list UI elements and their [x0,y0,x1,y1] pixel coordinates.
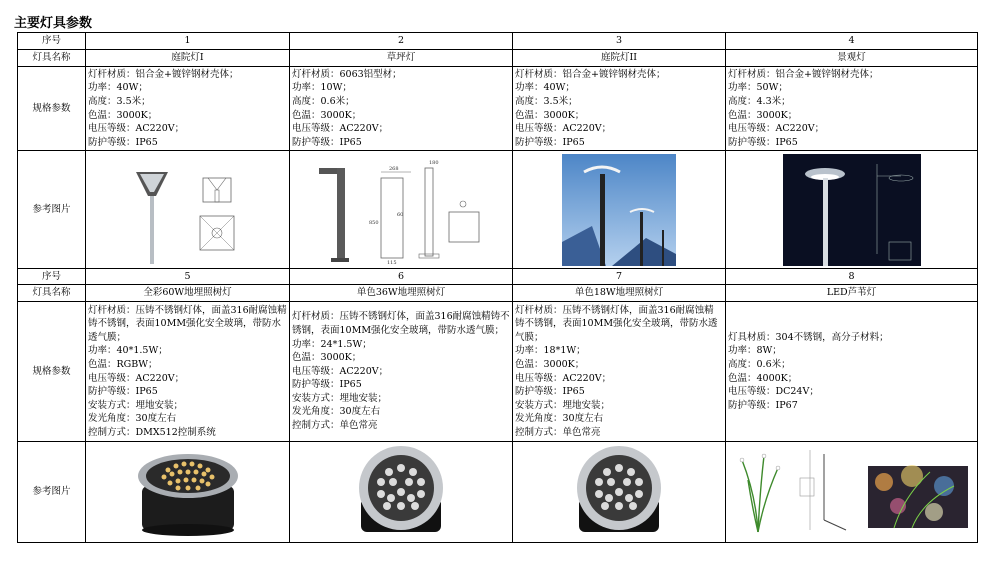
image-cell-1 [86,151,290,269]
lawn-lamp-image [301,154,501,266]
spec-cell-4: 灯杆材质：铝合金+镀锌钢材壳体； 功率：50W； 高度：4.3米； 色温：3000K； 电压等级：AC220V； 防护等级：IP65 [726,67,978,151]
table-row [18,33,978,50]
name-cell-4: 景观灯 [726,50,978,67]
label-image-2: 参考图片 [18,442,86,543]
reed-light-photo [734,446,970,538]
label-name: 灯具名称 [18,50,86,67]
dim-label-115: 115 [387,259,397,266]
seq-cell-4: 4 [726,33,978,50]
label-spec: 规格参数 [18,67,86,151]
spec-cell-3: 灯杆材质：铝合金+镀锌钢材壳体； 功率：40W； 高度：3.5米； 色温：3000K； 电压等级：AC220V； 防护等级：IP65 [513,67,726,151]
name-cell-2: 草坪灯 [290,50,513,67]
inground-light-36w-photo [351,446,451,538]
label-name-2: 灯具名称 [18,285,86,302]
spec-cell-1: 灯杆材质：铝合金+镀锌钢材壳体； 功率：40W； 高度：3.5米； 色温：3000K； 电压等级：AC220V； 防护等级：IP65 [86,67,290,151]
image-cell-2 [290,151,513,269]
image-cell-7 [513,442,726,543]
table-row [18,442,978,543]
spec-cell-2: 灯杆材质：6063铝型材； 功率：10W； 高度：0.6米； 色温：3000K； 电压等级：AC220V； 防护等级：IP65 [290,67,513,151]
image-cell-3 [513,151,726,269]
table-row [18,151,978,269]
table-row [18,67,978,151]
table-row [18,285,978,302]
landscape-lamp-photo [783,154,921,266]
table-row [18,269,978,285]
spec-cell-5: 灯杆材质：压铸不锈钢灯体，面盖316耐腐蚀精铸不锈钢，表面10MM强化安全玻璃，带防水透气膜； 功率：40*1.5W； 色温：RGBW； 电压等级：AC220V； 防护等级：IP65 安装方式：埋地安装； 发光角度：30度左右 控制方式：DMX512控制系统 [86,302,290,442]
label-spec-2: 规格参数 [18,302,86,442]
dim-label-60: 60 [397,211,404,218]
label-seq: 序号 [18,33,86,50]
table-row [18,302,978,442]
garden-lamp-2-photo [562,154,676,266]
image-cell-4 [726,151,978,269]
seq-cell-1: 1 [86,33,290,50]
seq-cell-2: 2 [290,33,513,50]
inground-light-18w-photo [569,446,669,538]
image-cell-8 [726,442,978,543]
label-image: 参考图片 [18,151,86,269]
lamp-parameter-table [17,32,978,543]
name-cell-5: 全彩60W地埋照树灯 [86,285,290,302]
name-cell-1: 庭院灯I [86,50,290,67]
image-cell-5 [86,442,290,543]
seq-cell-8: 8 [726,269,978,285]
spec-cell-6: 灯杆材质：压铸不锈钢灯体，面盖316耐腐蚀精铸不锈钢，表面10MM强化安全玻璃，带防水透气膜； 功率：24*1.5W； 色温：3000K； 电压等级：AC220V； 防护等级：IP65 安装方式：埋地安装； 发光角度：30度左右 控制方式：单色常亮 [290,302,513,442]
dim-label-180: 180 [429,159,439,166]
image-cell-6 [290,442,513,543]
garden-lamp-1-image [128,154,248,266]
label-seq-2: 序号 [18,269,86,285]
name-cell-6: 单色36W地埋照树灯 [290,285,513,302]
dim-label-268: 268 [389,165,399,172]
spec-cell-8: 灯具材质：304不锈钢，高分子材料； 功率：8W； 高度：0.6米； 色温：4000K； 电压等级：DC24V； 防护等级：IP67 [726,302,978,442]
spec-cell-7: 灯杆材质：压铸不锈钢灯体，面盖316耐腐蚀精铸不锈钢，表面10MM强化安全玻璃，带防水透气膜； 功率：18*1W； 色温：3000K； 电压等级：AC220V； 防护等级：IP65 安装方式：埋地安装； 发光角度：30度左右 控制方式：单色常亮 [513,302,726,442]
seq-cell-3: 3 [513,33,726,50]
seq-cell-5: 5 [86,269,290,285]
name-cell-8: LED芦苇灯 [726,285,978,302]
seq-cell-6: 6 [290,269,513,285]
table-row [18,50,978,67]
page-title: 主要灯具参数 [14,16,93,31]
inground-light-rgbw-photo [128,446,248,538]
seq-cell-7: 7 [513,269,726,285]
name-cell-7: 单色18W地埋照树灯 [513,285,726,302]
name-cell-3: 庭院灯II [513,50,726,67]
dim-label-850: 850 [369,219,379,226]
